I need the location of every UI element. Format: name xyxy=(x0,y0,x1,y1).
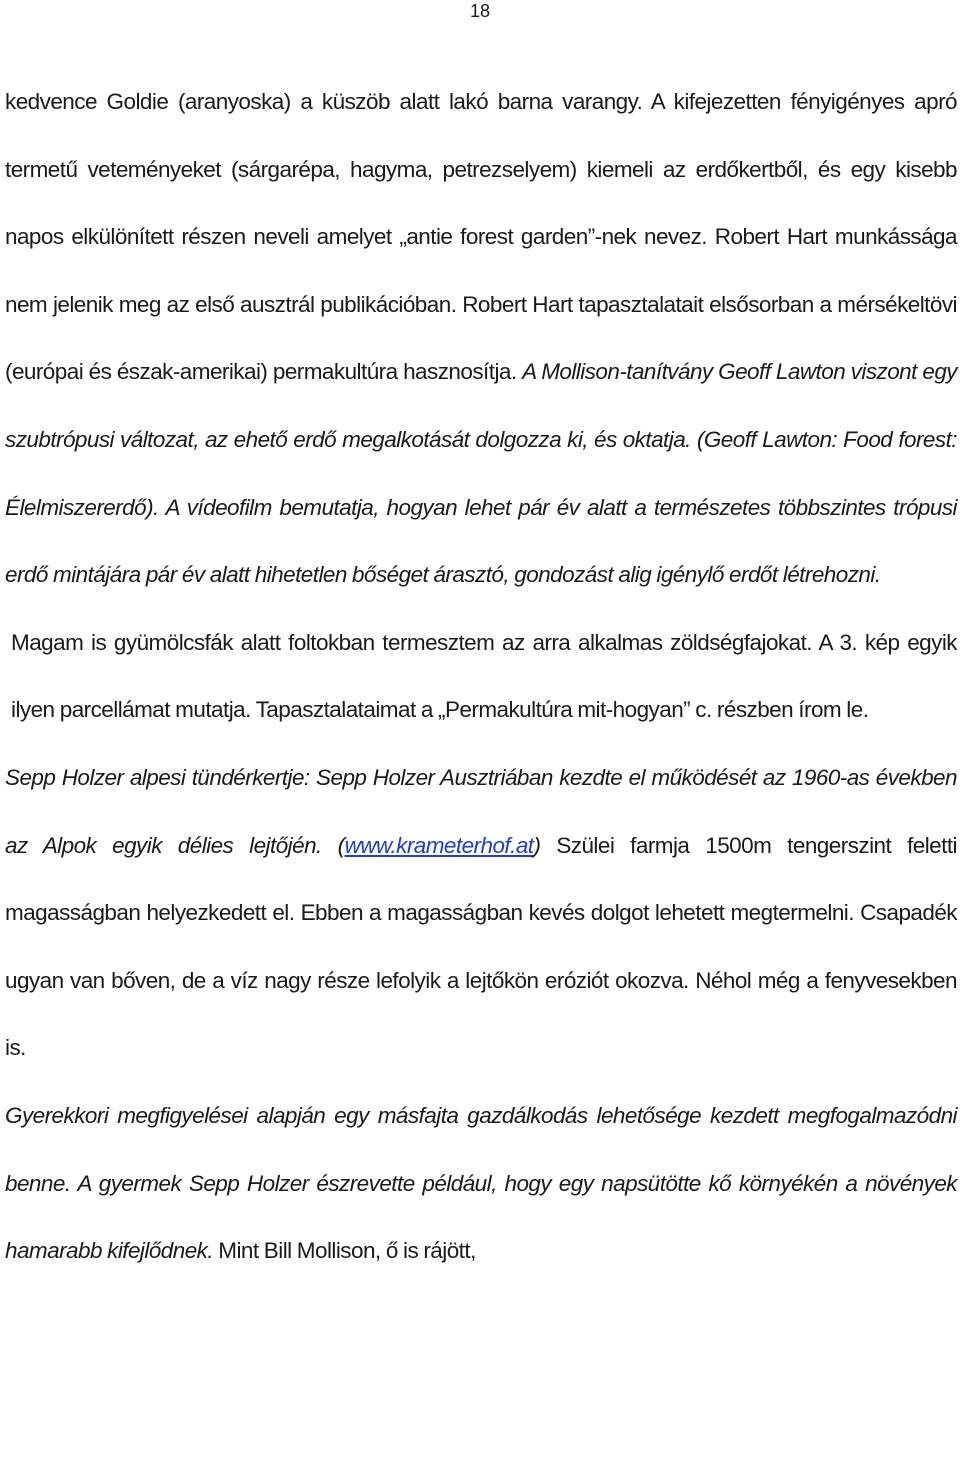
paragraph-italic-text: Gyerekkori megfigyelései alapján egy másfajta gazdálkodás lehetősége kezdett megfogalmazódni benne. A gyermek Sepp Holzer észrevette például, hogy egy napsütötte kő környékén a növények hamarabb kifejlődnek. xyxy=(5,1102,957,1264)
paragraph-text: Mint Bill Mollison, ő is rájött, xyxy=(213,1238,476,1264)
document-body xyxy=(5,68,957,1285)
paragraph-own-practice xyxy=(5,609,957,744)
paragraph-childhood-observations xyxy=(5,1082,957,1285)
paragraph-text: Szülei farmja 1500m tengerszint feletti magasságban helyezkedett el. Ebben a magasságban kevés dolgot lehetett megtermelni. Csapadék ugyan van bőven, de a víz nagy része lefolyik a lejtőkön eróziót okozva. Néhol még a fenyvesekben is. xyxy=(5,832,957,1061)
paragraph-sepp-holzer xyxy=(5,744,957,1082)
krameterhof-link[interactable]: www.krameterhof.at xyxy=(344,832,534,858)
paragraph-italic-text: A Mollison-tanítvány Geoff Lawton viszont egy szubtrópusi változat, az ehető erdő megalkotását dolgozza ki, és oktatja. (Geoff Lawton: Food forest: Élelmiszererdő). A vídeofilm bemutatja, hogyan lehet pár év alatt a természetes többszintes trópusi erdő mintájára pár év alatt hihetetlen bőséget árasztó, gondozást alig igénylő erdőt létrehozni. xyxy=(5,359,957,588)
page-number: 18 xyxy=(469,1,491,21)
paragraph-text: Magam is gyümölcsfák alatt foltokban termesztem az arra alkalmas zöldségfajokat. A 3. kép egyik ilyen parcellámat mutatja. Tapasztalataimat a „Permakultúra mit-hogyan” c. részben írom le. xyxy=(11,629,957,723)
paragraph-italic-text: Sepp Holzer alpesi tündérkertje: Sepp Holzer Ausztriában kezdte el működését az 1960-as években az Alpok egyik délies lejtőjén. ( xyxy=(5,764,957,858)
paragraph-forest-garden xyxy=(5,68,957,609)
paragraph-text: kedvence Goldie (aranyoska) a küszöb alatt lakó barna varangy. A kifejezetten fényigényes apró termetű veteményeket (sárgarépa, hagyma, petrezselyem) kiemeli az erdőkertből, és egy kisebb napos elkülönített részen neveli amelyet „antie forest garden”-nek nevez. Robert Hart munkássága nem jelenik meg az első ausztrál publikációban. Robert Hart tapasztalatait elsősorban a mérsékeltövi (európai és észak-amerikai) permakultúra hasznosítja. xyxy=(5,89,957,385)
paragraph-italic-text: ) xyxy=(533,832,541,858)
